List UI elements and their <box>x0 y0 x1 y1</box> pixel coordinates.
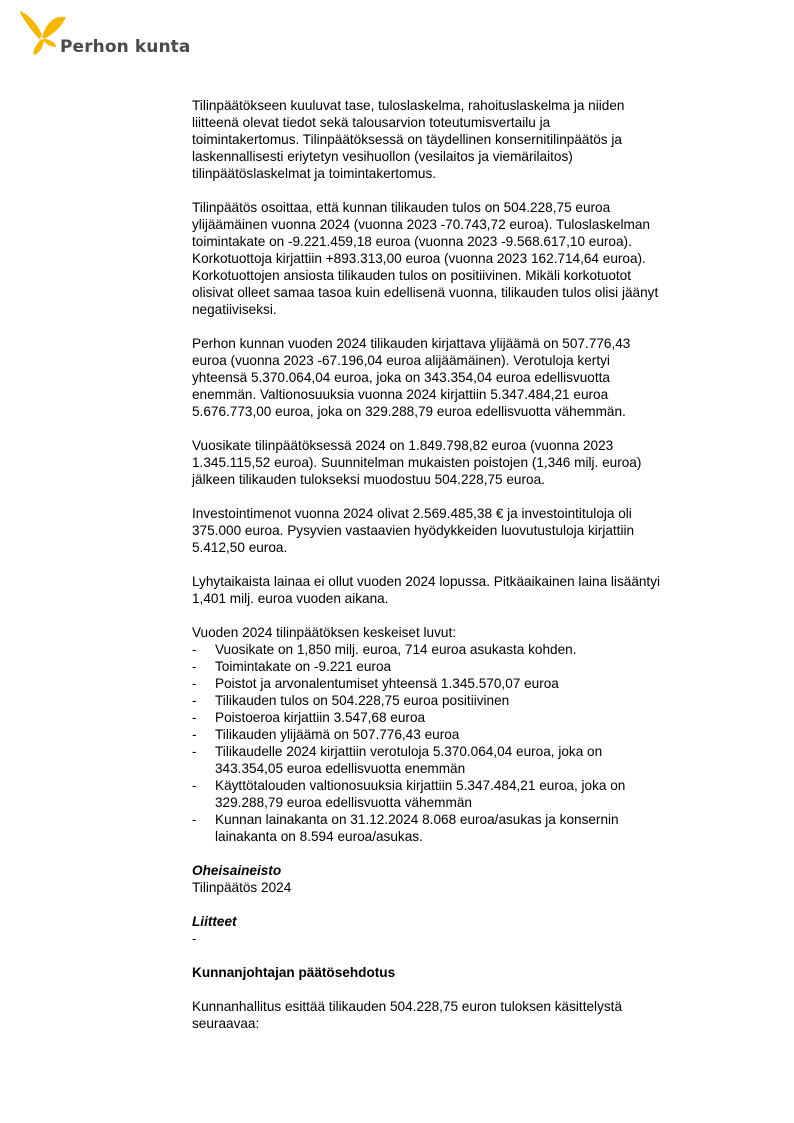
list-item-text: Tilikaudelle 2024 kirjattiin verotuloja 5.370.064,04 euroa, joka on 343.354,05 euroa edellisvuotta enemmän <box>215 744 603 776</box>
list-dash: - <box>192 693 197 708</box>
attachments-value: Tilinpäätös 2024 <box>192 880 292 895</box>
appendices-section <box>192 913 704 947</box>
header-logo <box>18 9 191 59</box>
paragraph <box>192 97 704 182</box>
text-line: jälkeen tilikauden tulokseksi muodostuu 504.228,75 euroa. <box>192 472 545 487</box>
list-dash: - <box>192 676 197 691</box>
paragraph <box>192 573 704 607</box>
text-line: 5.676.773,00 euroa, joka on 329.288,79 euroa edellisvuotta vähemmän. <box>192 404 626 419</box>
text-line: Perhon kunnan vuoden 2024 tilikauden kirjattava ylijäämä on 507.776,43 <box>192 336 631 351</box>
list-dash: - <box>192 727 197 742</box>
text-line: euroa (vuonna 2023 -67.196,04 euroa alijäämäinen). Verotuloja kertyi <box>192 353 610 368</box>
paragraph <box>192 335 704 420</box>
proposal-section <box>192 964 704 1032</box>
appendices-heading: Liitteet <box>192 914 237 929</box>
list-item-text: Poistoeroa kirjattiin 3.547,68 euroa <box>215 710 426 725</box>
paragraph <box>192 199 704 318</box>
document-body <box>192 97 704 1049</box>
text-line: liitteenä olevat tiedot sekä talousarvion toteutumisvertailu ja <box>192 115 551 130</box>
text-line: 1,401 milj. euroa vuoden aikana. <box>192 591 389 606</box>
text-line: Korkotuottojen ansiosta tilikauden tulos on positiivinen. Mikäli korkotuotot <box>192 268 632 283</box>
text-line: toimintakate on -9.221.459,18 euroa (vuonna 2023 -9.568.617,10 euroa). <box>192 234 632 249</box>
text-line: 375.000 euroa. Pysyvien vastaavien hyödykkeiden luovutustuloja kirjattiin <box>192 523 635 538</box>
text-line: Kunnanhallitus esittää tilikauden 504.228,75 euron tuloksen käsittelystä <box>192 999 623 1014</box>
list-item <box>192 675 704 692</box>
list-item <box>192 777 704 811</box>
paragraph <box>192 505 704 556</box>
text-line: Investointimenot vuonna 2024 olivat 2.569.485,38 € ja investointituloja oli <box>192 506 632 521</box>
list-item-text: Tilikauden tulos on 504.228,75 euroa positiivinen <box>215 693 510 708</box>
list-item-text: Vuosikate on 1,850 milj. euroa, 714 euroa asukasta kohden. <box>215 642 577 657</box>
list-dash: - <box>192 812 197 827</box>
list-dash: - <box>192 642 197 657</box>
text-line: 1.345.115,52 euroa). Suunnitelman mukaisten poistojen (1,346 milj. euroa) <box>192 455 642 470</box>
text-line: olisivat olleet samaa tasoa kuin edellisenä vuonna, tilikauden tulos olisi jäänyt <box>192 285 659 300</box>
list-item <box>192 743 704 777</box>
paragraph <box>192 437 704 488</box>
text-line: toimintakertomus. Tilinpäätöksessä on täydellinen konsernitilinpäätös ja <box>192 132 622 147</box>
text-line: Vuosikate tilinpäätöksessä 2024 on 1.849.798,82 euroa (vuonna 2023 <box>192 438 614 453</box>
attachments-heading: Oheisaineisto <box>192 863 282 878</box>
text-line: tilinpäätöslaskelmat ja toimintakertomus. <box>192 166 437 181</box>
text-line: enemmän. Valtionosuuksia vuonna 2024 kirjattiin 5.347.484,21 euroa <box>192 387 609 402</box>
text-line: yhteensä 5.370.064,04 euroa, joka on 343.354,04 euroa edellisvuotta <box>192 370 610 385</box>
text-line: Tilinpäätökseen kuuluvat tase, tuloslaskelma, rahoituslaskelma ja niiden <box>192 98 625 113</box>
appendices-value: - <box>192 931 197 946</box>
text-line: laskennallisesti eriytetyn vesihuollon (vesilaitos ja viemärilaitos) <box>192 149 573 164</box>
list-dash: - <box>192 778 197 793</box>
list-item <box>192 709 704 726</box>
list-item <box>192 692 704 709</box>
list-item <box>192 641 704 658</box>
list-item-text: Toimintakate on -9.221 euroa <box>215 659 392 674</box>
text-line: Korkotuottoja kirjattiin +893.313,00 euroa (vuonna 2023 162.714,64 euroa). <box>192 251 646 266</box>
list-item <box>192 811 704 845</box>
logo-text: Perhon kunta <box>60 37 191 57</box>
list-item <box>192 658 704 675</box>
key-figures-list <box>192 624 704 845</box>
proposal-heading: Kunnanjohtajan päätösehdotus <box>192 965 396 980</box>
text-line: 5.412,50 euroa. <box>192 540 288 555</box>
attachments-section <box>192 862 704 896</box>
list-item-text: Kunnan lainakanta on 31.12.2024 8.068 euroa/asukas ja konsernin lainakanta on 8.594 euroa/asukas. <box>215 812 619 844</box>
list-item-text: Poistot ja arvonalentumiset yhteensä 1.345.570,07 euroa <box>215 676 559 691</box>
text-line: Lyhytaikaista lainaa ei ollut vuoden 2024 lopussa. Pitkäaikainen laina lisääntyi <box>192 574 661 589</box>
text-line: Tilinpäätös osoittaa, että kunnan tilikauden tulos on 504.228,75 euroa <box>192 200 611 215</box>
list-dash: - <box>192 710 197 725</box>
list-dash: - <box>192 659 197 674</box>
list-item-text: Käyttötalouden valtionosuuksia kirjattiin 5.347.484,21 euroa, joka on 329.288,79 euroa edellisvuotta vähemmän <box>215 778 626 810</box>
key-figures-intro: Vuoden 2024 tilinpäätöksen keskeiset luvut: <box>192 625 456 640</box>
text-line: negatiiviseksi. <box>192 302 277 317</box>
list-item-text: Tilikauden ylijäämä on 507.776,43 euroa <box>215 727 460 742</box>
text-line: ylijäämäinen vuonna 2024 (vuonna 2023 -70.743,72 euroa). Tuloslaskelman <box>192 217 650 232</box>
text-line: seuraavaa: <box>192 1016 260 1031</box>
list-item <box>192 726 704 743</box>
list-dash: - <box>192 744 197 759</box>
